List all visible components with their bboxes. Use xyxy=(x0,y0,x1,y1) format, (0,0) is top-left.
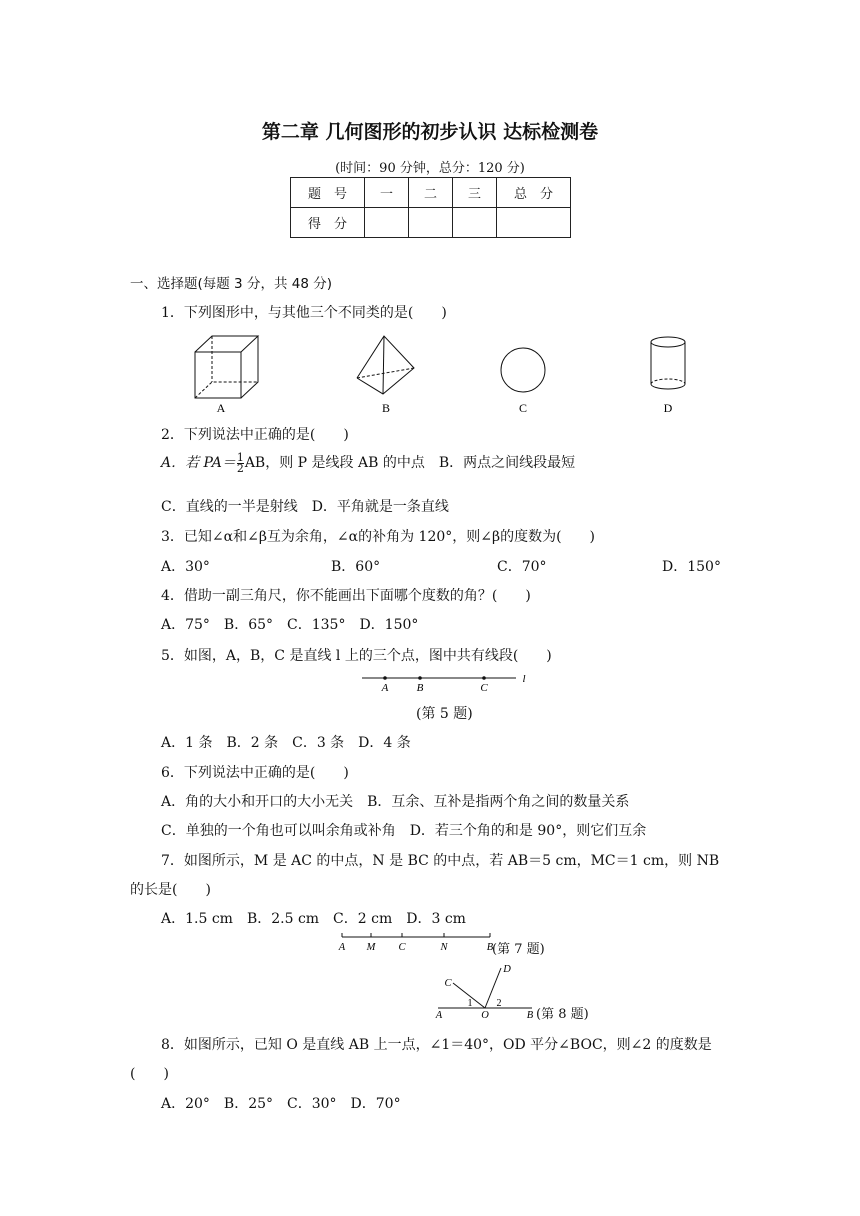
option-text: AB，则 P 是线段 AB 的中点 B．两点之间线段最短 xyxy=(244,455,576,471)
question-3-option-c: C．70° xyxy=(497,559,547,575)
question-2-options-ab xyxy=(161,452,575,474)
exam-subtitle: (时间：90 分钟，总分：120 分) xyxy=(335,161,525,176)
question-3-option-a: A．30° xyxy=(161,559,210,575)
score-header-cell: 三 xyxy=(453,178,497,208)
sphere-figure xyxy=(501,348,545,392)
score-header-cell: 一 xyxy=(365,178,409,208)
score-table-header-row xyxy=(291,178,571,208)
question-8-stem-line2: ( ) xyxy=(130,1066,169,1082)
figure-label-a: A xyxy=(216,401,226,415)
figure-label-d: D xyxy=(663,401,673,415)
question-6-stem: 6．下列说法中正确的是( ) xyxy=(161,765,349,781)
score-header-cell: 题 号 xyxy=(291,178,365,208)
question-3-option-d: D．150° xyxy=(662,559,721,575)
label-b: B xyxy=(416,682,424,694)
score-cell xyxy=(409,208,453,238)
question-1-stem: 1．下列图形中，与其他三个不同类的是( ) xyxy=(161,305,447,321)
score-table xyxy=(290,177,571,238)
score-cell xyxy=(497,208,571,238)
page-title: 第二章 几何图形的初步认识 达标检测卷 xyxy=(261,121,599,143)
question-3-option-b: B．60° xyxy=(331,559,381,575)
label-c: C xyxy=(444,978,452,989)
fraction-half xyxy=(236,450,244,475)
question-8-options: A．20° B．25° C．30° D．70° xyxy=(161,1096,401,1112)
question-7-options: A．1.5 cm B．2.5 cm C．2 cm D．3 cm xyxy=(161,911,466,927)
figure-caption-q7: (第 7 题) xyxy=(492,942,545,957)
question-2-options-cd: C．直线的一半是射线 D．平角就是一条直线 xyxy=(161,499,449,515)
score-cell xyxy=(453,208,497,238)
question-2-stem: 2．下列说法中正确的是( ) xyxy=(161,427,349,443)
point-a xyxy=(383,676,387,680)
label-l: l xyxy=(522,673,526,685)
figure-label-c: C xyxy=(518,401,528,415)
fraction-numerator: 1 xyxy=(236,450,244,464)
question-5-options: A．1 条 B．2 条 C．3 条 D．4 条 xyxy=(161,735,411,751)
question-8-stem-line1: 8．如图所示，已知 O 是直线 AB 上一点，∠1＝40°，OD 平分∠BOC，则∠2 的度数是 xyxy=(161,1037,712,1053)
question-4-options: A．75° B．65° C．135° D．150° xyxy=(161,617,419,633)
score-row-label: 得 分 xyxy=(291,208,365,238)
score-table-score-row xyxy=(291,208,571,238)
label-c: C xyxy=(398,942,406,953)
label-o: O xyxy=(481,1010,489,1020)
option-text: A．若 PA＝ xyxy=(161,455,236,471)
figure-caption-q8: (第 8 题) xyxy=(536,1007,589,1022)
score-header-cell: 二 xyxy=(409,178,453,208)
label-a: A xyxy=(435,1010,443,1020)
label-b: B xyxy=(526,1010,534,1020)
question-6-options-ab: A．角的大小和开口的大小无关 B．互余、互补是指两个角之间的数量关系 xyxy=(161,794,630,810)
point-c xyxy=(482,676,486,680)
angle-2-label: 2 xyxy=(496,998,502,1009)
label-m: M xyxy=(366,942,376,953)
question-8-figure xyxy=(430,960,540,1020)
label-b: B xyxy=(486,942,494,953)
question-6-options-cd: C．单独的一个角也可以叫余角或补角 D．若三个角的和是 90°，则它们互余 xyxy=(161,823,647,839)
figure-label-b: B xyxy=(381,401,391,415)
label-n: N xyxy=(440,942,448,953)
label-d: D xyxy=(503,964,511,975)
figure-caption-q5: (第 5 题) xyxy=(416,706,473,722)
question-7-stem-line1: 7．如图所示，M 是 AC 的中点，N 是 BC 的中点，若 AB＝5 cm，MC＝1 cm，则 NB xyxy=(161,853,720,869)
angle-1-label: 1 xyxy=(467,998,473,1009)
pyramid-figure xyxy=(357,336,414,394)
question-7-stem-line2: 的长是( ) xyxy=(130,882,211,898)
question-7-figure xyxy=(334,930,504,954)
score-cell xyxy=(365,208,409,238)
label-c: C xyxy=(480,682,488,694)
question-3-stem: 3．已知∠α和∠β互为余角，∠α的补角为 120°，则∠β的度数为( ) xyxy=(161,529,596,545)
point-b xyxy=(418,676,422,680)
cylinder-figure xyxy=(651,337,685,389)
label-a: A xyxy=(338,942,346,953)
label-a: A xyxy=(381,682,389,694)
question-5-stem: 5．如图，A，B，C 是直线 l 上的三个点，图中共有线段( ) xyxy=(161,648,552,664)
cube-figure xyxy=(195,336,258,398)
question-1-figures xyxy=(190,332,730,418)
question-4-stem: 4．借助一副三角尺，你不能画出下面哪个度数的角？( ) xyxy=(161,588,531,604)
fraction-denominator: 2 xyxy=(236,461,244,475)
section-heading: 一、选择题(每题 3 分，共 48 分) xyxy=(130,276,332,292)
score-header-cell: 总 分 xyxy=(497,178,571,208)
question-5-figure xyxy=(358,670,538,696)
